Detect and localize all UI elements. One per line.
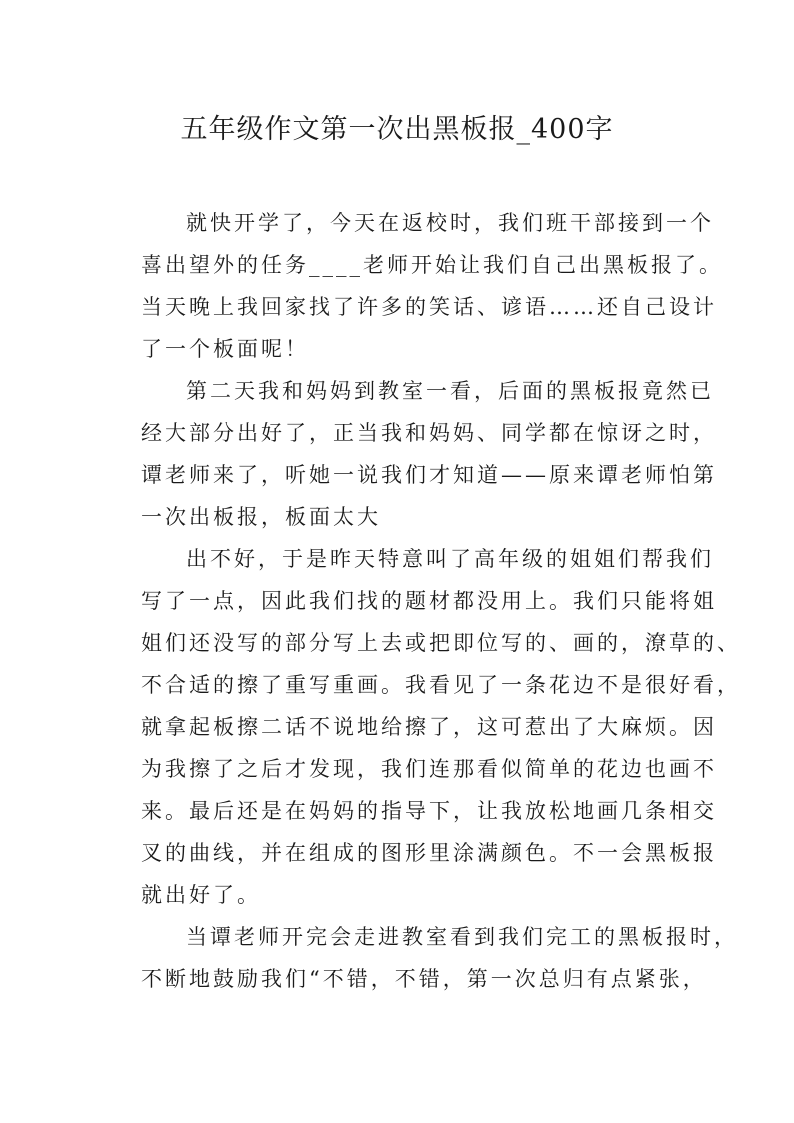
paragraph-3-line-6: 为我擦了之后才发现，我们连那看似简单的花边也画不 bbox=[141, 757, 717, 781]
paragraph-1-line-2: 喜出望外的任务____老师开始让我们自己出黑板报了。 bbox=[141, 253, 723, 277]
paragraph-4-line-1: 当谭老师开完会走进教室看到我们完工的黑板报时， bbox=[186, 925, 738, 949]
paragraph-4-line-2: 不断地鼓励我们“不错，不错，第一次总归有点紧张， bbox=[141, 967, 707, 991]
paragraph-3-line-9: 就出好了。 bbox=[141, 883, 261, 907]
paragraph-2-line-4: 一次出板报，板面太大 bbox=[141, 505, 381, 529]
paragraph-1-line-1: 就快开学了，今天在返校时，我们班干部接到一个 bbox=[186, 211, 714, 235]
paragraph-3-line-3: 姐们还没写的部分写上去或把即位写的、画的，潦草的、 bbox=[141, 631, 741, 655]
paragraph-2-line-2: 经大部分出好了，正当我和妈妈、同学都在惊讶之时， bbox=[141, 421, 717, 445]
paragraph-1-line-3: 当天晚上我回家找了许多的笑话、谚语……还自己设计 bbox=[141, 295, 717, 319]
document-body bbox=[141, 202, 741, 1000]
paragraph-3-line-2: 写了一点，因此我们找的题材都没用上。我们只能将姐 bbox=[141, 589, 717, 613]
paragraph-2-line-1: 第二天我和妈妈到教室一看，后面的黑板报竟然已 bbox=[186, 379, 714, 403]
document-title: 五年级作文第一次出黑板报_400字 bbox=[180, 114, 614, 145]
paragraph-1-line-4: 了一个板面呢！ bbox=[141, 337, 309, 361]
paragraph-3-line-5: 就拿起板擦二话不说地给擦了，这可惹出了大麻烦。因 bbox=[141, 715, 717, 739]
paragraph-3-line-7: 来。最后还是在妈妈的指导下，让我放松地画几条相交 bbox=[141, 799, 717, 823]
paragraph-2-line-3: 谭老师来了，听她一说我们才知道——原来谭老师怕第 bbox=[141, 463, 717, 487]
paragraph-3-line-4: 不合适的擦了重写重画。我看见了一条花边不是很好看， bbox=[141, 673, 741, 697]
paragraph-3-line-8: 叉的曲线，并在组成的图形里涂满颜色。不一会黑板报 bbox=[141, 841, 717, 865]
paragraph-3-line-1: 出不好，于是昨天特意叫了高年级的姐姐们帮我们 bbox=[186, 547, 714, 571]
